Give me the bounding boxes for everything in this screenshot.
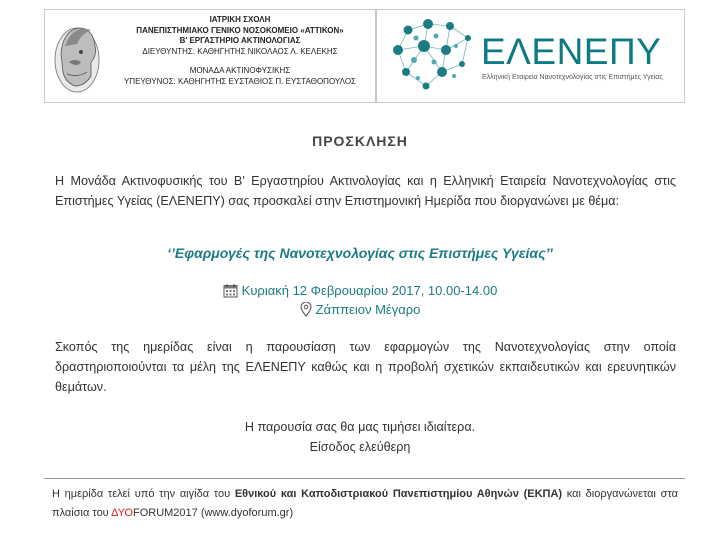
footer-university: Εθνικού και Καποδιστριακού Πανεπιστημίου Αθηνών (ΕΚΠΑ) xyxy=(234,488,563,500)
footer-text-1: Η ημερίδα τελεί υπό την αιγίδα του xyxy=(52,488,235,500)
entry-line: Είσοδος ελεύθερη xyxy=(309,440,411,454)
footer-dyo: ΔΥΟ xyxy=(111,507,133,519)
header-divider xyxy=(375,10,377,103)
school-name: ΙΑΤΡΙΚΗ ΣΧΟΛΗ xyxy=(209,15,271,24)
lab-name: Β' ΕΡΓΑΣΤΗΡΙΟ ΑΚΤΙΝΟΛΟΓΙΑΣ xyxy=(179,36,301,45)
letterhead xyxy=(44,9,685,103)
athena-head-logo xyxy=(51,16,103,96)
unit-name: ΜΟΝΑΔΑ ΑΚΤΙΝΟΦΥΣΙΚΗΣ xyxy=(189,66,291,75)
event-place: Ζάππειον Μέγαρο xyxy=(315,302,421,317)
footer-note xyxy=(52,485,678,523)
institution-block xyxy=(107,15,373,87)
org-name: ΕΛΕΝΕΠΥ xyxy=(481,31,662,72)
event-date: Κυριακή 12 Φεβρουαρίου 2017, 10.00-14.00 xyxy=(241,283,498,298)
presence-line: Η παρουσία σας θα μας τιμήσει ιδιαίτερα. xyxy=(244,420,476,434)
purpose-paragraph: Σκοπός της ημερίδας είναι η παρουσίαση των εφαρμογών της Νανοτεχνολογίας στην οποία δραστηριοποιούνται τα μέλη της ΕΛΕΝΕΠΥ καθώς και η προβολή σχετικών εκπαιδευτικών και ερευνητικών θεμάτων. xyxy=(55,340,676,394)
footer-text-2: και διοργανώνεται στα πλαίσια του xyxy=(52,488,679,519)
director-line: ΔΙΕΥΘΥΝΤΗΣ: ΚΑΘΗΓΗΤΗΣ ΝΙΚΟΛΑΟΣ Λ. ΚΕΛΕΚΗΣ xyxy=(142,46,338,56)
event-place-row xyxy=(0,302,720,317)
footer-divider xyxy=(44,478,685,479)
calendar-icon xyxy=(223,283,238,298)
hospital-name: ΠΑΝΕΠΙΣΤΗΜΙΑΚΟ ΓΕΝΙΚΟ ΝΟΣΟΚΟΜΕΙΟ «ΑΤΤΙΚΟΝ» xyxy=(136,25,344,35)
responsible-line: ΥΠΕΥΘΥΝΟΣ: ΚΑΘΗΓΗΤΗΣ ΕΥΣΤΑΘΙΟΣ Π. ΕΥΣΤΑΘΟΠΟΥΛΟΣ xyxy=(123,76,357,86)
intro-paragraph: Η Μονάδα Ακτινοφυσικής του Β' Εργαστηρίου Ακτινολογίας και η Ελληνική Εταιρεία Νανοτεχνολογίας στις Επιστήμες Υγείας (ΕΛΕΝΕΠΥ) σας προσκαλεί στην Επιστημονική Ημερίδα που διοργανώνει με θέμα: xyxy=(55,174,676,208)
nanotech-network-logo xyxy=(388,16,486,96)
page-title: ΠΡΟΣΚΛΗΣΗ xyxy=(312,133,408,149)
location-pin-icon xyxy=(300,302,312,317)
event-theme: ‘’Εφαρμογές της Νανοτεχνολογίας στις Επιστήμες Υγείας’’ xyxy=(167,245,553,261)
event-date-row xyxy=(0,283,720,298)
org-subtitle: Ελληνική Εταιρεία Νανοτεχνολογίας στις Επιστήμες Υγείας xyxy=(482,74,663,81)
footer-forum: FORUM2017 (www.dyoforum.gr) xyxy=(132,507,294,519)
